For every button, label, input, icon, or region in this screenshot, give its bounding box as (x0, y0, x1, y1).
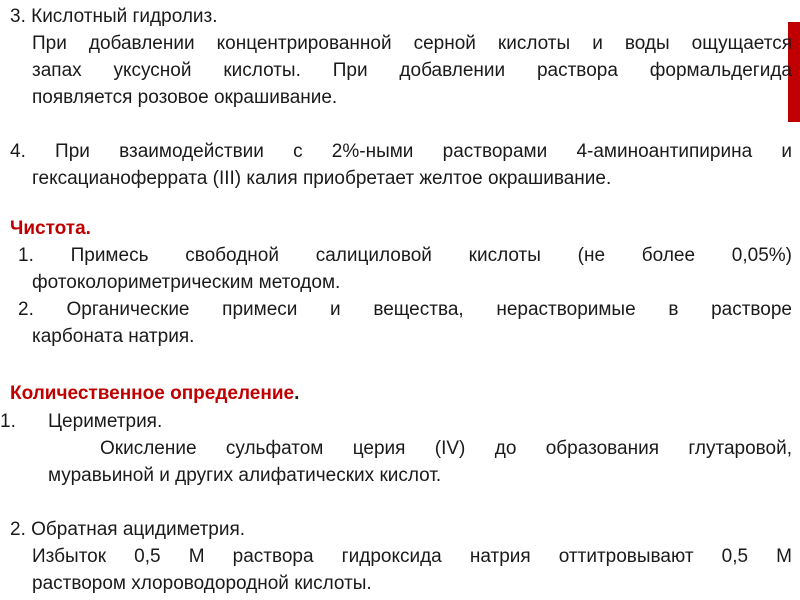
quant-heading: Количественное определение (10, 383, 295, 404)
method-2-line-1: Избыток 0,5 М раствора гидроксида натрия оттитровывают 0,5 М (32, 546, 792, 567)
section-3-line-3: появляется розовое окрашивание. (32, 87, 338, 108)
purity-item-1-line-2: фотоколориметрическим методом. (32, 272, 341, 293)
section-4-line-2: гексацианоферрата (III) калия приобретает желтое окрашивание. (32, 168, 612, 189)
method-2-line-2: раствором хлороводородной кислоты. (32, 573, 372, 594)
quant-heading-row (10, 383, 299, 405)
method-1-line-1: Окисление сульфатом церия (IV) до образования глутаровой, (100, 438, 792, 459)
section-3-line-1: При добавлении концентрированной серной кислоты и воды ощущается (32, 33, 792, 54)
method-1-number: 1. (0, 411, 16, 432)
section-4-line-1: 4. При взаимодействии с 2%-ными растворами 4-аминоантипирина и (10, 141, 792, 162)
method-2-title: 2. Обратная ацидиметрия. (10, 519, 246, 540)
method-1-title: Цериметрия. (48, 411, 163, 432)
section-3-line-2: запах уксусной кислоты. При добавлении раствора формальдегида (32, 60, 792, 81)
section-3-title: 3. Кислотный гидролиз. (10, 6, 218, 27)
purity-item-1-line-1: 1. Примесь свободной салициловой кислоты (не более 0,05%) (18, 245, 792, 266)
quant-heading-dot: . (294, 383, 300, 404)
purity-item-2-line-2: карбоната натрия. (32, 326, 195, 347)
method-1-line-2: муравьиной и других алифатических кислот. (48, 465, 442, 486)
purity-heading: Чистота. (10, 218, 91, 239)
purity-item-2-line-1: 2. Органические примеси и вещества, нерастворимые в растворе (18, 299, 792, 320)
